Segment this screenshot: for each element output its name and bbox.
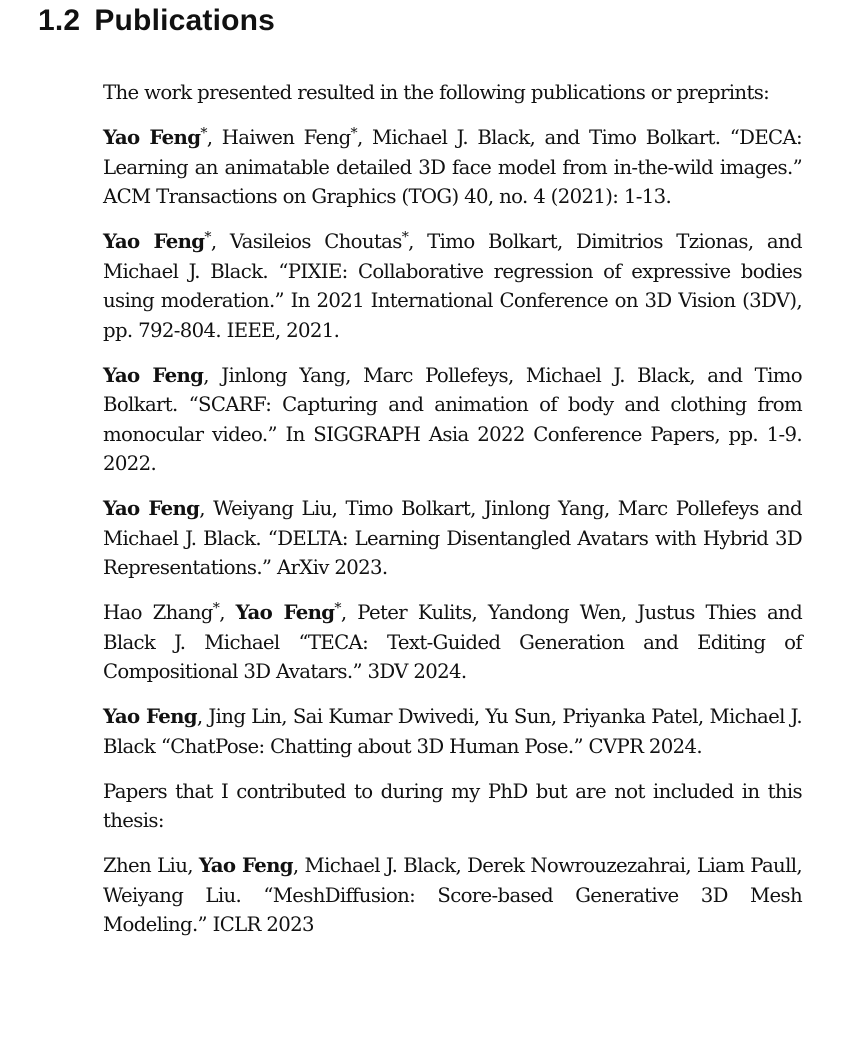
section-heading [38,2,275,40]
highlighted-author: Yao Feng [103,126,201,149]
citation: “DELTA: Learning Disentangled Avatars with Hybrid 3D Representations.” ArXiv 2023. [103,526,803,579]
publication-entry [103,598,802,687]
highlighted-author: Yao Feng [103,230,205,253]
highlighted-author: Yao Feng [198,854,293,877]
publication-entry [103,494,802,583]
highlighted-author: Yao Feng [103,363,204,387]
authors: , Haiwen Feng [206,126,351,149]
equal-contribution-mark: * [200,125,207,142]
authors: , [219,601,236,624]
citation: “DECA: Learning an animatable detailed 3D face model from in-the-wild images.” ACM Transactions on Graphics (TOG) 40, no. 4 (2021): 1-13. [103,126,803,208]
authors: , Michael J. Black, and Timo Bolkart. [356,126,721,149]
publication-entry [103,702,802,761]
equal-contribution-mark: * [334,600,341,617]
equal-contribution-mark: * [350,125,357,142]
citation: “ChatPose: Chatting about 3D Human Pose.” CVPR 2024. [160,734,702,758]
equal-contribution-mark: * [212,600,220,617]
publication-entry [103,361,802,479]
citation: “TECA: Text-Guided Generation and Editing of Compositional 3D Avatars.” 3DV 2024. [103,630,803,683]
intro-paragraph: The work presented resulted in the following publications or preprints: [103,81,770,104]
contributed-intro-paragraph: Papers that I contributed to during my PhD but are not included in this thesis: [103,779,802,832]
section-title: Publications [94,4,276,37]
authors: Zhen Liu, [103,854,199,877]
citation: “SCARF: Capturing and animation of body and clothing from monocular video.” In SIGGRAPH Asia 2022 Conference Papers, pp. 1-9. 2022. [103,393,802,475]
publication-entry [103,227,802,345]
publication-entry [103,123,802,212]
highlighted-author: Yao Feng [103,705,197,728]
highlighted-author: Yao Feng [103,497,200,520]
authors: Hao Zhang [103,601,213,624]
equal-contribution-mark: * [204,229,211,246]
authors: , Vasileios Choutas [210,230,402,253]
citation: “MeshDiffusion: Score-based Generative 3D Mesh Modeling.” ICLR 2023 [103,883,803,936]
citation: “PIXIE: Collaborative regression of expressive bodies using moderation.” In 2021 International Conference on 3D Vision (3DV), pp. 792-804. IEEE, 2021. [103,259,802,342]
authors: , Timo Bolkart, Dimitrios Tzionas, and Michael J. Black. [103,230,802,283]
authors: , Peter Kulits, Yandong Wen, Justus Thies and Black J. Michael [103,601,803,654]
highlighted-author: Yao Feng [235,601,335,624]
authors: , Jing Lin, Sai Kumar Dwivedi, Yu Sun, Priyanka Patel, Michael J. Black [103,705,802,758]
equal-contribution-mark: * [401,229,409,246]
publications-body [103,78,802,940]
authors: , Michael J. Black, Derek Nowrouzezahrai, Liam Paull, Weiyang Liu. [103,854,802,907]
contributed-entry [103,851,802,940]
authors: , Weiyang Liu, Timo Bolkart, Jinlong Yang, Marc Pollefeys and Michael J. Black. [103,497,802,550]
authors: , Jinlong Yang, Marc Pollefeys, Michael J. Black, and Timo Bolkart. [103,363,802,416]
section-number: 1.2 [38,4,81,37]
